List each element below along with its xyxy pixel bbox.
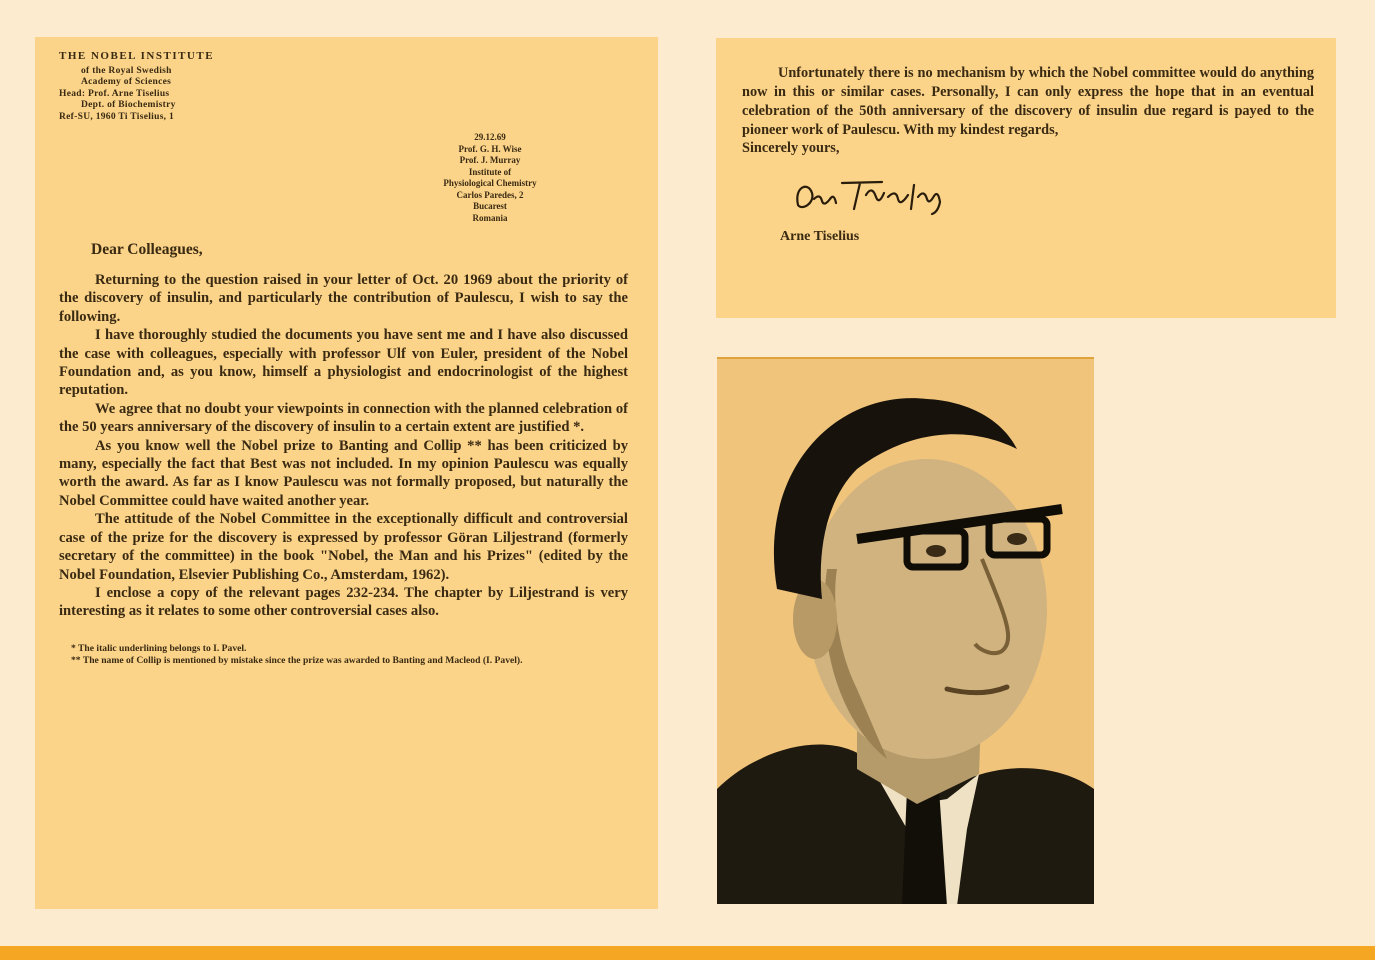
address-line: Physiological Chemistry <box>443 178 537 188</box>
address-line: Prof. G. H. Wise <box>458 143 522 154</box>
letterhead-line: Academy of Sciences <box>81 77 172 87</box>
closing-paragraph: Unfortunately there is no mechanism by which the Nobel committee would do anything now in this or similar cases. Personally, I can only express the hope that in an eventual celebration of the 50th anniversary of the discovery of insulin due regard is payed to the pioneer work of Paulescu. With my kindest regards, <box>742 65 1314 138</box>
footnotes <box>59 643 628 667</box>
address-line: Carlos Paredes, 2 <box>456 189 524 200</box>
letterhead-line: Head: Prof. Arne Tiselius <box>59 88 170 99</box>
address-line: 29.12.69 <box>474 132 506 142</box>
signature-icon <box>790 175 990 223</box>
letter-body <box>59 271 628 621</box>
address-line: Romania <box>472 212 508 223</box>
footnote: ** The name of Collip is mentioned by mistake since the prize was awarded to Banting and Macleod (I. Pavel). <box>71 654 523 666</box>
signer-name: Arne Tiselius <box>780 229 860 244</box>
handwritten-signature <box>742 175 1314 223</box>
letterhead-institute: THE NOBEL INSTITUTE <box>59 50 215 62</box>
letterhead-line: of the Royal Swedish <box>81 65 172 76</box>
letter-paragraph: The attitude of the Nobel Committee in the exceptionally difficult and controversial case of the prize for the discovery is expressed by professor Göran Liljestrand (formerly secretary of the committee) in the book "Nobel, the Man and his Prizes" (edited by the Nobel Foundation, Elsevier Publishing Co., Amsterdam, 1962). <box>59 511 628 583</box>
closing-phrase: Sincerely yours, <box>742 140 840 156</box>
recipient-address <box>390 132 590 224</box>
portrait-photo <box>717 357 1094 904</box>
letterhead-line: Dept. of Biochemistry <box>81 100 176 110</box>
letter-paragraph: I have thoroughly studied the documents you have sent me and I have also discussed the case with colleagues, especially with professor Ulf von Euler, president of the Nobel Foundation and, as you know, himself a physiologist and endocrinologist of the highest reputation. <box>59 327 628 399</box>
letter-page-main <box>35 37 658 909</box>
letter-paragraph: I enclose a copy of the relevant pages 232-234. The chapter by Liljestrand is very interesting as it relates to some other controversial cases also. <box>59 584 628 620</box>
address-line: Institute of <box>468 166 512 177</box>
letterhead-ref: Ref-SU, 1960 Ti Tiselius, 1 <box>59 111 175 122</box>
footnote: * The italic underlining belongs to I. Pavel. <box>71 642 247 654</box>
letter-paragraph: We agree that no doubt your viewpoints in connection with the planned celebration of the 50 years anniversary of the discovery of insulin to a certain extent are justified *. <box>59 400 628 436</box>
letter-paragraph: Returning to the question raised in your letter of Oct. 20 1969 about the priority of the discovery of insulin, and particularly the contribution of Paulescu, I wish to say the following. <box>59 272 628 325</box>
letter-page-closing <box>716 38 1336 318</box>
salutation: Dear Colleagues, <box>91 241 203 258</box>
portrait-icon <box>717 359 1094 904</box>
letterhead <box>59 51 628 123</box>
accent-bar <box>0 946 1375 960</box>
letter-paragraph: As you know well the Nobel prize to Banting and Collip ** has been criticized by many, especially the fact that Best was not included. In my opinion Paulescu was equally worth the award. As far as I know Paulescu was not formally proposed, but naturally the Nobel Committee could have waited another year. <box>59 437 628 509</box>
address-line: Prof. J. Murray <box>459 155 521 165</box>
closing-text <box>742 64 1314 140</box>
address-line: Bucarest <box>473 201 507 211</box>
